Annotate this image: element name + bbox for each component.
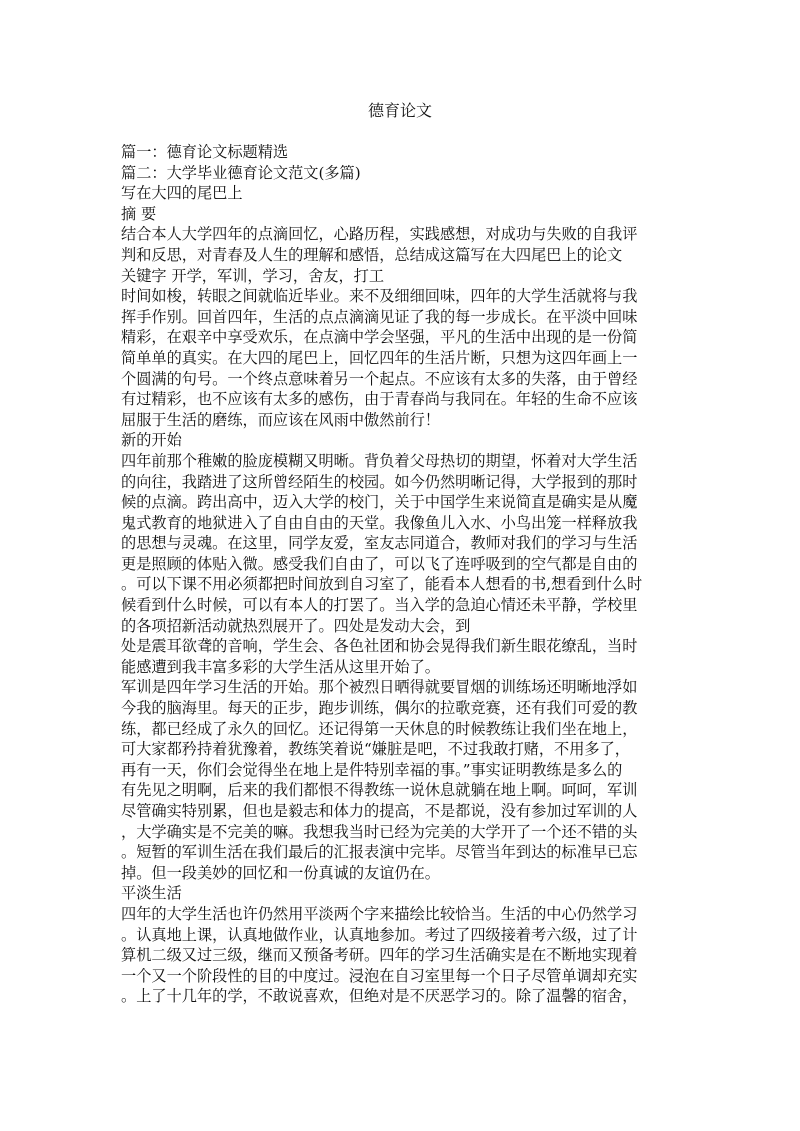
text-line: 处是震耳欲聋的音响，学生会、各色社团和协会晃得我们新生眼花缭乱，当时 — [121, 637, 638, 656]
text-line: 更是照顾的体贴入微。感受我们自由了，可以飞了连呼吸到的空气都是自由的 — [121, 554, 638, 573]
text-line: 能感遭到我丰富多彩的大学生活从这里开始了。 — [121, 657, 440, 676]
text-line: 写在大四的尾巴上 — [121, 184, 243, 203]
text-line: 挥手作别。回首四年，生活的点点滴滴见证了我的每一步成长。在平淡中回味 — [121, 307, 638, 326]
text-line: 算机二级又过三级，继而又预备考研。四年的学习生活确实是在不断地实现着 — [121, 946, 638, 965]
text-line: 今我的脑海里。每天的正步，跑步训练，偶尔的拉歌竞赛，还有我们可爱的教 — [121, 699, 638, 718]
text-line: 四年前那个稚嫩的脸庞模糊又明晰。背负着父母热切的期望，怀着对大学生活 — [121, 451, 638, 470]
text-line: 军训是四年学习生活的开始。那个被烈日晒得就要冒烟的训练场还明晰地浮如 — [121, 678, 638, 697]
text-line: 时间如梭，转眼之间就临近毕业。来不及细细回味，四年的大学生活就将与我 — [121, 287, 638, 306]
text-line: 。可以下课不用必须都把时间放到自习室了，能看本人想看的书,想看到什么时 — [121, 575, 643, 594]
text-line: 有先见之明啊，后来的我们都恨不得教练一说休息就躺在地上啊。呵呵，军训 — [121, 781, 638, 800]
text-line: 新的开始 — [121, 431, 182, 450]
text-line: 再有一天，你们会觉得坐在地上是件特别幸福的事。”事实证明教练是多么的 — [121, 760, 623, 779]
text-line: 简单单的真实。在大四的尾巴上，回忆四年的生活片断，只想为这四年画上一 — [121, 348, 638, 367]
text-line: 四年的大学生活也许仍然用平淡两个字来描绘比较恰当。生活的中心仍然学习 — [121, 904, 638, 923]
text-line: 。上了十几年的学，不敢说喜欢，但绝对是不厌恶学习的。除了温馨的宿舍， — [121, 987, 638, 1006]
text-line: 关键字 开学，军训，学习，舍友，打工 — [121, 266, 385, 285]
text-line: 候的点滴。跨出高中，迈入大学的校门，关于中国学生来说简直是确实是从魔 — [121, 493, 638, 512]
text-line: 平淡生活 — [121, 884, 182, 903]
text-line: 可大家都矜持着犹豫着，教练笑着说“嫌脏是吧，不过我敢打赌，不用多了， — [121, 740, 630, 759]
document-body — [121, 142, 681, 1007]
text-line: 篇一：德育论文标题精选 — [121, 143, 289, 161]
text-line: 鬼式教育的地狱进入了自由自由的天堂。我像鱼儿入水、小鸟出笼一样释放我 — [121, 513, 638, 532]
text-line: 。短暂的军训生活在我们最后的汇报表演中完毕。尽管当年到达的标准早已忘 — [121, 843, 638, 862]
text-line: 掉。但一段美妙的回忆和一份真诚的友谊仍在。 — [121, 863, 440, 882]
text-line: 的各项招新活动就热烈展开了。四处是发动大会，到 — [121, 616, 471, 635]
text-line: 精彩，在艰辛中享受欢乐，在点滴中学会坚强，平凡的生活中出现的是一份简 — [121, 328, 638, 347]
text-line: 。认真地上课，认真地做作业，认真地参加。考过了四级接着考六级，过了计 — [121, 925, 638, 944]
text-line: 篇二：大学毕业德育论文范文(多篇) — [121, 163, 361, 182]
text-line: 的思想与灵魂。在这里，同学友爱，室友志同道合，教师对我们的学习与生活 — [121, 534, 638, 553]
text-line: 的向往，我踏进了这所曾经陌生的校园。如今仍然明晰记得，大学报到的那时 — [121, 472, 638, 491]
text-line: 摘 要 — [121, 204, 157, 223]
text-line: 判和反思，对青春及人生的理解和感悟，总结成这篇写在大四尾巴上的论文 — [121, 245, 623, 264]
text-line: 个圆满的句号。一个终点意味着另一个起点。不应该有太多的失落，由于曾经 — [121, 369, 638, 388]
text-line: 结合本人大学四年的点滴回忆，心路历程，实践感想，对成功与失败的自我评 — [121, 225, 638, 244]
text-line: 一个又一个阶段性的目的中度过。浸泡在自习室里每一个日子尽管单调却充实 — [121, 966, 638, 985]
text-line: 候看到什么时候，可以有本人的打罢了。当入学的急迫心情还未平静，学校里 — [121, 596, 638, 615]
text-line: 练，都已经成了永久的回忆。还记得第一天休息的时候教练让我们坐在地上， — [121, 719, 638, 738]
text-line: ，大学确实是不完美的嘛。我想我当时已经为完美的大学开了一个还不错的头 — [121, 822, 638, 841]
page-title: 德育论文 — [367, 101, 432, 120]
text-line: 有过精彩，也不应该有太多的感伤，由于青春尚与我同在。年轻的生命不应该 — [121, 390, 638, 409]
text-line: 屈服于生活的磨练，而应该在风雨中傲然前行！ — [121, 410, 440, 429]
text-line: 尽管确实特别累，但也是毅志和体力的提高，不是都说，没有参加过军训的人 — [121, 802, 638, 820]
